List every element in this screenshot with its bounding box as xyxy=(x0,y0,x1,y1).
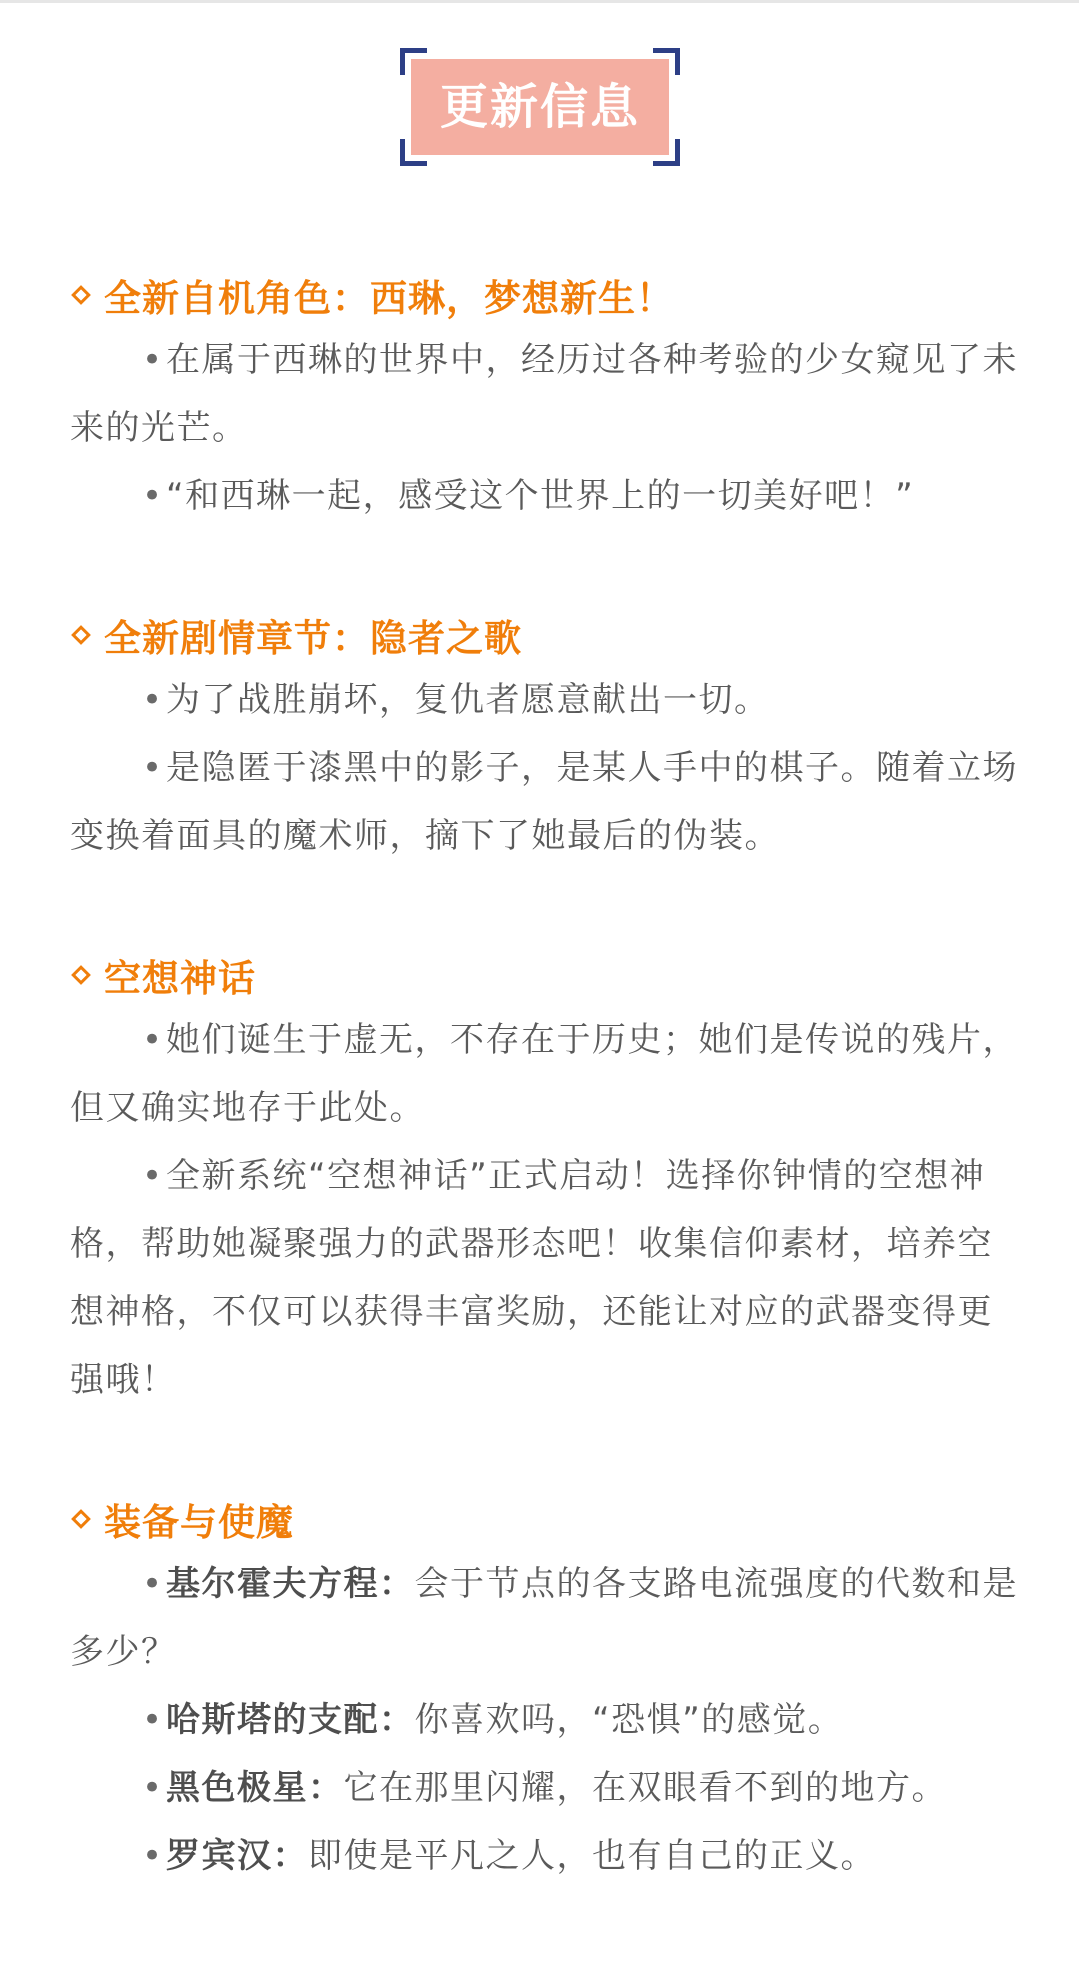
bullet-dot-icon: • xyxy=(142,1836,164,1876)
equipment-item xyxy=(70,1754,1025,1822)
section-heading-text: 装备与使魔 xyxy=(104,1501,294,1544)
bullet-dot-icon: • xyxy=(142,1768,164,1808)
section-heading xyxy=(70,264,1025,326)
bullet-dot-icon: • xyxy=(142,748,164,788)
bullet-dot-icon: • xyxy=(142,1156,164,1196)
bullet-dot-icon: • xyxy=(142,680,164,720)
section-heading-text: 全新剧情章节：隐者之歌 xyxy=(104,617,522,660)
equipment-name: 罗宾汉： xyxy=(166,1836,308,1876)
paragraph xyxy=(70,326,1025,462)
paragraph-text: 在属于西琳的世界中，经历过各种考验的少女窥见了未来的光芒。 xyxy=(70,340,1018,448)
bullet-dot-icon: • xyxy=(142,1700,164,1740)
equipment-item xyxy=(70,1550,1025,1686)
diamond-icon xyxy=(71,625,91,645)
section-new-character xyxy=(70,264,1025,530)
article-content xyxy=(70,264,1025,1964)
diamond-icon xyxy=(71,285,91,305)
paragraph xyxy=(70,734,1025,870)
diamond-icon xyxy=(71,1509,91,1529)
paragraph xyxy=(70,462,1025,530)
equipment-item xyxy=(70,1822,1025,1890)
paragraph-text: 为了战胜崩坏，复仇者愿意献出一切。 xyxy=(166,680,770,720)
paragraph-text: “和西琳一起，感受这个世界上的一切美好吧！” xyxy=(166,476,915,516)
bullet-dot-icon: • xyxy=(142,340,164,380)
paragraph xyxy=(70,666,1025,734)
equipment-name: 黑色极星： xyxy=(166,1768,344,1808)
section-heading xyxy=(70,944,1025,1006)
bullet-dot-icon: • xyxy=(142,1564,164,1604)
diamond-icon xyxy=(71,965,91,985)
equipment-item xyxy=(70,1686,1025,1754)
bullet-dot-icon: • xyxy=(142,476,164,516)
equipment-description: 你喜欢吗，“恐惧”的感觉。 xyxy=(414,1700,844,1740)
paragraph-text: 她们诞生于虚无，不存在于历史；她们是传说的残片，但又确实地存于此处。 xyxy=(70,1020,1018,1128)
equipment-description: 会于节点的各支路电流强度的代数和是多少？ xyxy=(70,1564,1018,1672)
top-divider xyxy=(0,0,1079,3)
section-heading xyxy=(70,604,1025,666)
equipment-name: 哈斯塔的支配： xyxy=(166,1700,415,1740)
paragraph-text: 全新系统“空想神话”正式启动！选择你钟情的空想神格，帮助她凝聚强力的武器形态吧！收集信仰素材，培养空想神格，不仅可以获得丰富奖励，还能让对应的武器变得更强哦！ xyxy=(70,1156,993,1400)
page-title: 更新信息 xyxy=(411,59,669,155)
section-equipment-and-familiars xyxy=(70,1488,1025,1890)
section-heading-text: 全新自机角色：西琳，梦想新生！ xyxy=(104,277,674,320)
paragraph xyxy=(70,1142,1025,1414)
section-heading-text: 空想神话 xyxy=(104,957,256,1000)
paragraph xyxy=(70,1006,1025,1142)
equipment-name: 基尔霍夫方程： xyxy=(166,1564,415,1604)
equipment-description: 它在那里闪耀，在双眼看不到的地方。 xyxy=(343,1768,947,1808)
section-heading xyxy=(70,1488,1025,1550)
equipment-description: 即使是平凡之人，也有自己的正义。 xyxy=(308,1836,876,1876)
paragraph-text: 是隐匿于漆黑中的影子，是某人手中的棋子。随着立场变换着面具的魔术师，摘下了她最后的伪装。 xyxy=(70,748,1018,856)
section-fantasy-myth xyxy=(70,944,1025,1414)
section-new-story-chapter xyxy=(70,604,1025,870)
title-badge xyxy=(400,48,680,166)
bullet-dot-icon: • xyxy=(142,1020,164,1060)
